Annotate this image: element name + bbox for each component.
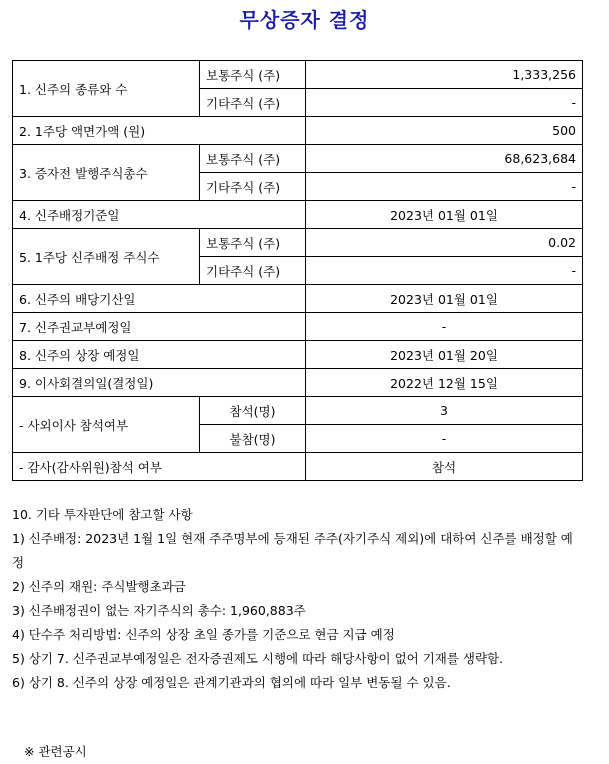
sub-label: 기타주식 (주) (200, 173, 306, 201)
table-row (13, 341, 583, 369)
table-row (13, 61, 583, 89)
row-label: 8. 신주의 상장 예정일 (13, 341, 306, 369)
row-label: 6. 신주의 배당기산일 (13, 285, 306, 313)
sub-label: 기타주식 (주) (200, 257, 306, 285)
cell-value: 2023년 01월 01일 (306, 285, 583, 313)
sub-label: 참석(명) (200, 397, 306, 425)
row-label: 7. 신주권교부예정일 (13, 313, 306, 341)
cell-value: 0.02 (306, 229, 583, 257)
cell-value: - (306, 313, 583, 341)
table-row (13, 397, 583, 425)
table-row (13, 229, 583, 257)
row-label: - 감사(감사위원)참석 여부 (13, 453, 306, 481)
cell-value: 500 (306, 117, 583, 145)
cell-value: 2023년 01월 20일 (306, 341, 583, 369)
row-label: 2. 1주당 액면가액 (원) (13, 117, 306, 145)
cell-value: 참석 (306, 453, 583, 481)
cell-value: - (306, 425, 583, 453)
row-label: 1. 신주의 종류와 수 (13, 61, 200, 117)
note-item: 2) 신주의 재원: 주식발행초과금 (12, 579, 186, 594)
notes-heading: 10. 기타 투자판단에 참고할 사항 (12, 507, 193, 522)
row-label: 9. 이사회결의일(결정일) (13, 369, 306, 397)
sub-label: 기타주식 (주) (200, 89, 306, 117)
cell-value: 2022년 12월 15일 (306, 369, 583, 397)
sub-label: 보통주식 (주) (200, 61, 306, 89)
table-row (13, 453, 583, 481)
decision-table (12, 60, 583, 481)
note-item: 1) 신주배정: 2023년 1월 1일 현재 주주명부에 등재된 주주(자기주식 제외)에 대하여 신주를 배정할 예정 (12, 531, 573, 570)
sub-label: 보통주식 (주) (200, 229, 306, 257)
related-disclosure-label: ※ 관련공시 (24, 744, 87, 759)
cell-value: 2023년 01월 01일 (306, 201, 583, 229)
table-row (13, 117, 583, 145)
table-row (13, 285, 583, 313)
note-item: 3) 신주배정권이 없는 자기주식의 총수: 1,960,883주 (12, 603, 306, 618)
table-row (13, 201, 583, 229)
cell-value: - (306, 173, 583, 201)
page-title: 무상증자 결정 (239, 8, 370, 32)
row-label: 3. 증자전 발행주식총수 (13, 145, 200, 201)
cell-value: - (306, 257, 583, 285)
cell-value: 1,333,256 (306, 61, 583, 89)
notes-section (12, 503, 584, 695)
note-item: 4) 단수주 처리방법: 신주의 상장 초일 종가를 기준으로 현금 지급 예정 (12, 627, 395, 642)
row-label: 5. 1주당 신주배정 주식수 (13, 229, 200, 285)
table-row (13, 369, 583, 397)
cell-value: 3 (306, 397, 583, 425)
sub-label: 불참(명) (200, 425, 306, 453)
cell-value: 68,623,684 (306, 145, 583, 173)
cell-value: - (306, 89, 583, 117)
note-item: 5) 상기 7. 신주권교부예정일은 전자증권제도 시행에 따라 해당사항이 없어 기재를 생략함. (12, 651, 504, 666)
table-row (13, 145, 583, 173)
table-row (13, 313, 583, 341)
note-item: 6) 상기 8. 신주의 상장 예정일은 관계기관과의 협의에 따라 일부 변동될 수 있음. (12, 675, 451, 690)
row-label: 4. 신주배정기준일 (13, 201, 306, 229)
sub-label: 보통주식 (주) (200, 145, 306, 173)
row-label: - 사외이사 참석여부 (13, 397, 200, 453)
